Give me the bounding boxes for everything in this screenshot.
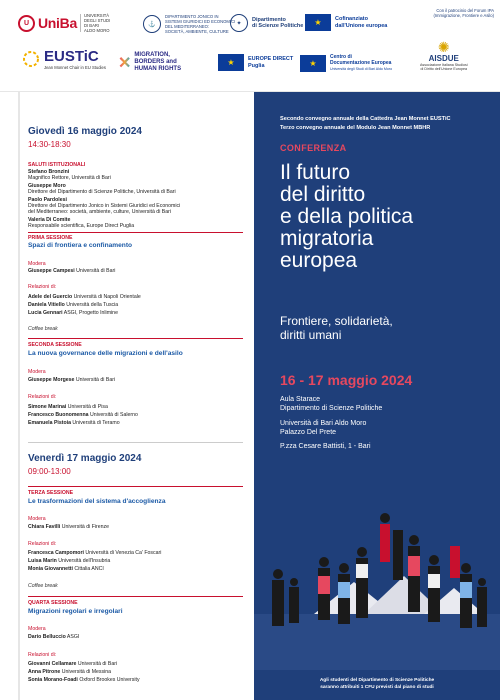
dept-ionico-logo: ⚓ DIPARTIMENTO JONICO IN SISTEMI GIURIDICI ED ECONOMICI DEL MEDITERRANEO: SOCIETÀ, AMBIENTE, CULTURE <box>143 14 235 34</box>
migrants-illustration <box>254 464 500 670</box>
session2-title: La nuova governance delle migrazioni e dell'asilo <box>28 350 183 357</box>
day1-title: Giovedì 16 maggio 2024 <box>28 126 142 137</box>
dept-sp-seal-icon: ✦ <box>230 14 248 32</box>
aisdue-star-icon: ✺ <box>437 39 450 55</box>
address: P.zza Cesare Battisti, 1 - Bari <box>280 443 371 450</box>
eustic-logo: EUSTiC Jean Monnet Chair in EU Studies <box>22 48 106 70</box>
footer-line-2: saranno attribuiti 1 CFU previsti dal piano di studi <box>320 685 434 690</box>
eustic-star-icon <box>22 50 40 68</box>
logo-header <box>0 0 500 92</box>
uniba-subtitle: UNIVERSITÀ DEGLI STUDI DI BARI ALDO MORO <box>83 13 111 33</box>
dept-ionico-seal-icon: ⚓ <box>143 15 161 33</box>
uniba-name: UniBa <box>38 15 77 31</box>
mbhr-logo: ✕ MIGRATION, BORDERS and HUMAN RIGHTS <box>118 52 182 72</box>
day2-time: 09:00-13:00 <box>28 467 71 476</box>
session4-label: QUARTA SESSIONE <box>28 600 78 606</box>
uniba-seal-icon: U <box>18 15 35 32</box>
intro-line-1: Secondo convegno annuale della Cattedra Jean Monnet EUSTiC <box>280 116 451 122</box>
conference-label: CONFERENZA <box>280 143 347 153</box>
eu-flag-icon: ★ <box>305 14 331 31</box>
university: Università di Bari Aldo Moro Palazzo Del Prete <box>280 420 367 436</box>
aisdue-logo: ✺ AISDUE Associazione Italiana Studiosi di Diritto dell'Unione Europea <box>420 39 468 71</box>
cde-logo: ★ Centro di Documentazione Europea Università degli Studi di Bari Aldo Moro <box>300 54 392 72</box>
dept-sp-logo: ✦ Dipartimento di Scienze Politiche <box>230 14 303 32</box>
mbhr-x-icon: ✕ <box>118 54 132 72</box>
footer-line-1: Agli studenti del Dipartimento di Scienze Politiche <box>319 678 435 683</box>
eu-cofin-logo: ★ Cofinanziato dall'Unione europea <box>305 14 387 31</box>
saluti-label: SALUTI ISTITUZIONALI <box>28 162 86 168</box>
day2-title: Venerdì 17 maggio 2024 <box>28 453 142 464</box>
europe-direct-logo: ★ EUROPE DIRECT Puglia <box>218 54 293 71</box>
intro-line-2: Terzo convegno annuale del Modulo Jean Monnet MBHR <box>280 125 431 131</box>
session1-title: Spazi di frontiera e confinamento <box>28 242 133 249</box>
day1-time: 14:30-18:30 <box>28 140 71 149</box>
patronage-note: Con il patrocinio del Forum IPA (Immigrazione, Frontiere e Asilo) <box>433 8 494 18</box>
cde-flag-icon: ★ <box>300 55 326 72</box>
uniba-logo <box>18 13 110 33</box>
conference-dates: 16 - 17 maggio 2024 <box>280 372 413 388</box>
session4-title: Migrazioni regolari e irregolari <box>28 608 123 615</box>
europe-direct-flag-icon: ★ <box>218 54 244 71</box>
conference-title: Il futuro del diritto e della politica migratoria europea <box>280 161 414 272</box>
session3-title: Le trasformazioni del sistema d'accoglienza <box>28 498 166 505</box>
conference-subtitle: Frontiere, solidarietà, diritti umani <box>280 314 393 342</box>
session3-label: TERZA SESSIONE <box>28 490 74 496</box>
venue: Aula Starace Dipartimento di Scienze Politiche <box>280 396 383 412</box>
session1-label: PRIMA SESSIONE <box>28 235 73 241</box>
conference-panel <box>254 92 500 700</box>
session2-label: SECONDA SESSIONE <box>28 342 82 348</box>
